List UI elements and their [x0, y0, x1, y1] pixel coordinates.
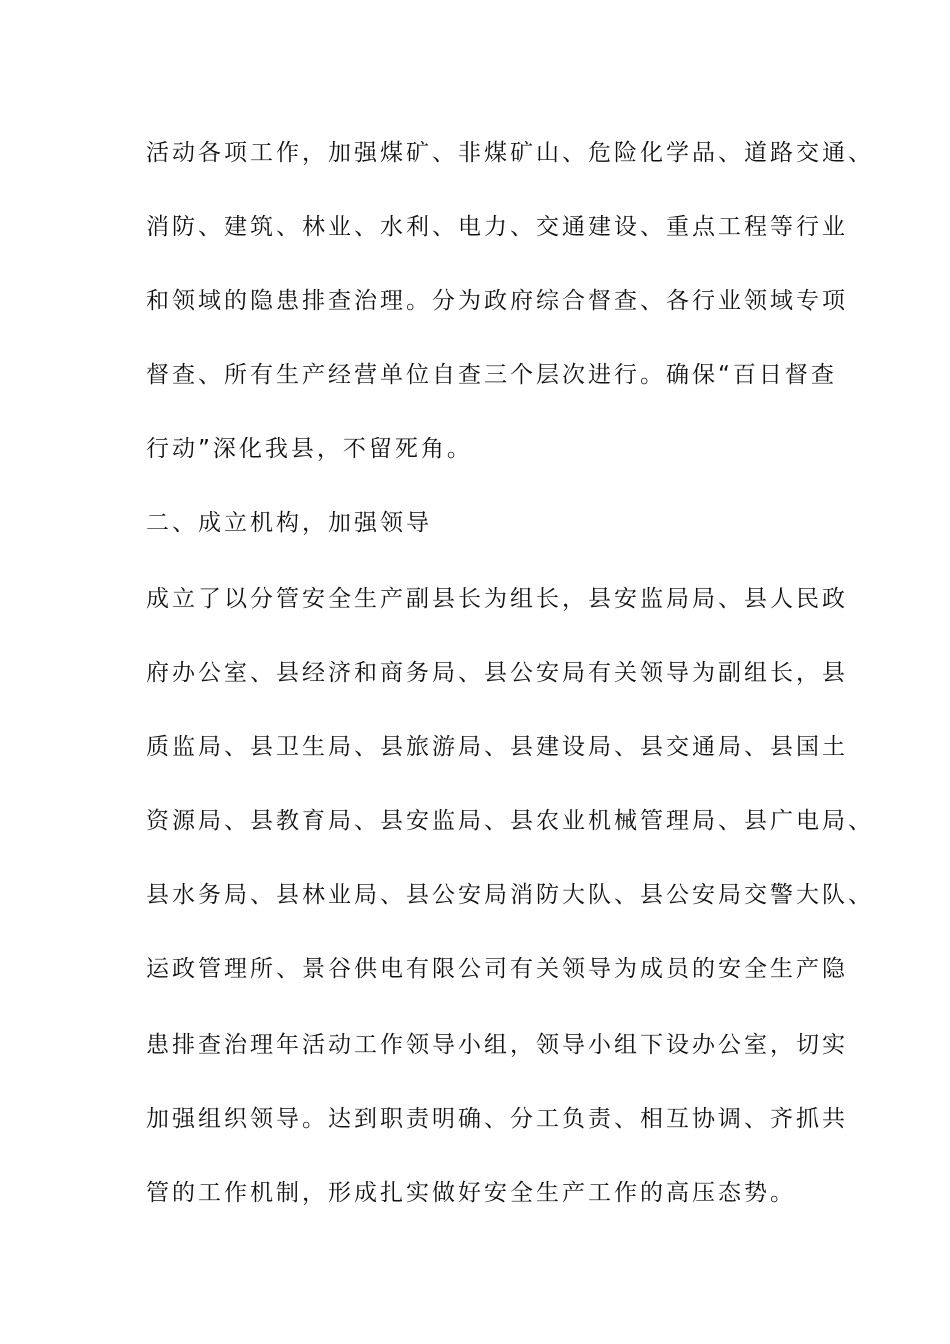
paragraph-line-three-levels: 督查、所有生产经营单位自查三个层次进行。确保“百日督查: [146, 362, 837, 388]
paragraph-line-deputy-leaders: 府办公室、县经济和商务局、县公安局有关领导为副组长，县: [146, 660, 848, 686]
paragraph-line-responsibilities: 加强组织领导。达到职责明确、分工负责、相互协调、齐抓共: [146, 1106, 848, 1132]
paragraph-line-activity-items: 活动各项工作，加强煤矿、非煤矿山、危险化学品、道路交通、: [146, 140, 874, 166]
paragraph-line-bureaus-2: 资源局、县教育局、县安监局、县农业机械管理局、县广电局、: [146, 808, 874, 834]
paragraph-line-no-dead-corners: 行动”深化我县，不留死角。: [146, 436, 473, 462]
paragraph-line-group-leader: 成立了以分管安全生产副县长为组长，县安监局局、县人民政: [146, 586, 848, 612]
paragraph-line-hazard-inspection: 和领域的隐患排查治理。分为政府综合督查、各行业领域专项: [146, 288, 848, 314]
paragraph-line-bureaus-1: 质监局、县卫生局、县旅游局、县建设局、县交通局、县国土: [146, 734, 848, 760]
paragraph-line-mechanism: 管的工作机制，形成扎实做好安全生产工作的高压态势。: [146, 1180, 796, 1206]
paragraph-line-members: 运政管理所、景谷供电有限公司有关领导为成员的安全生产隐: [146, 956, 848, 982]
paragraph-line-office: 患排查治理年活动工作领导小组，领导小组下设办公室，切实: [146, 1032, 848, 1058]
paragraph-line-bureaus-3: 县水务局、县林业局、县公安局消防大队、县公安局交警大队、: [146, 882, 874, 908]
paragraph-line-fire-construction: 消防、建筑、林业、水利、电力、交通建设、重点工程等行业: [146, 214, 848, 240]
section-heading-establish-organization: 二、成立机构，加强领导: [146, 510, 432, 536]
